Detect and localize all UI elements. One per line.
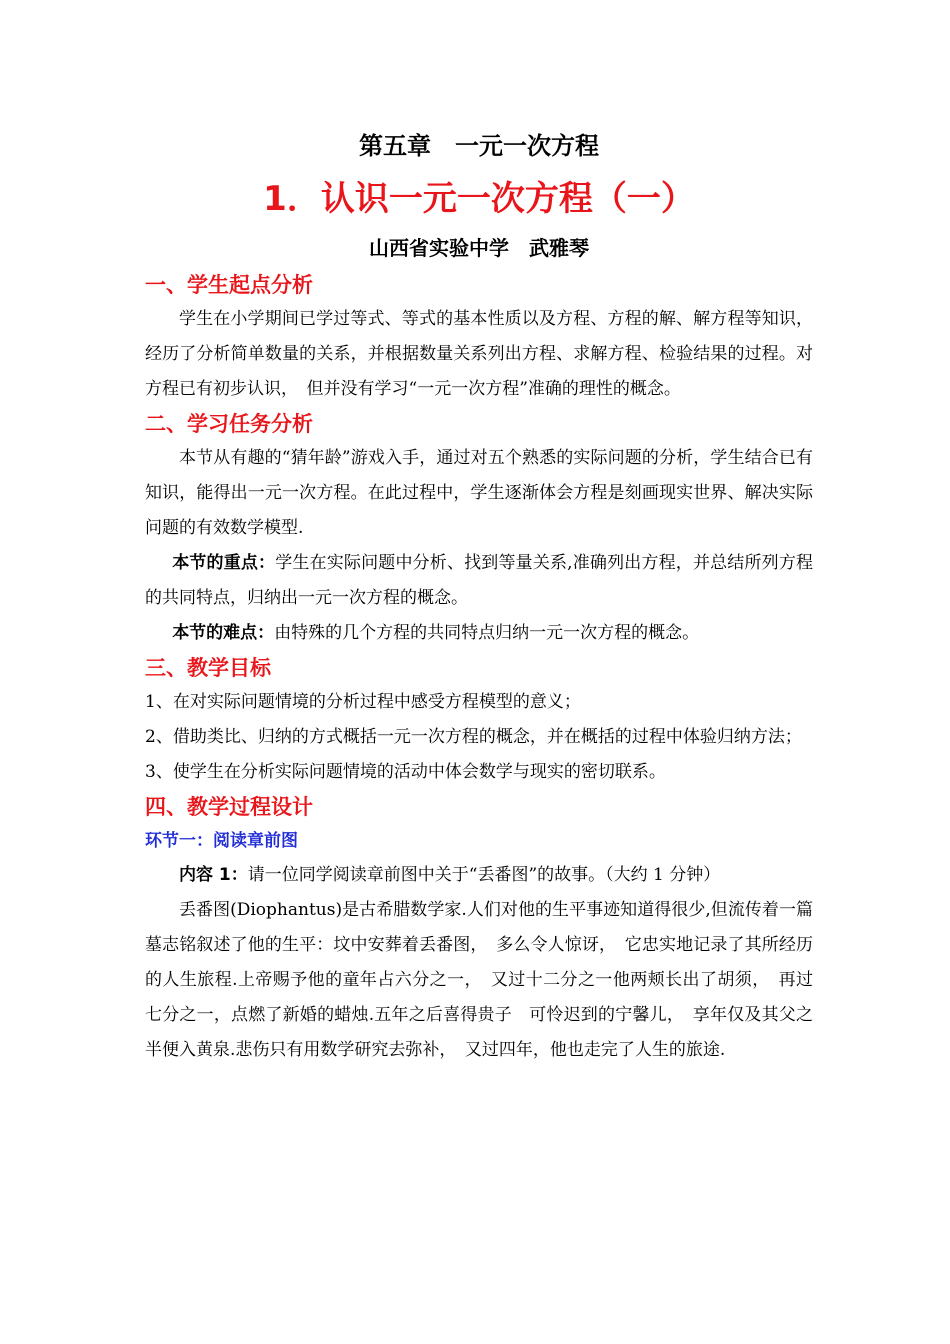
step-one-heading: 环节一：阅读章前图 xyxy=(145,831,298,851)
difficulty-paragraph xyxy=(145,616,813,651)
diophantus-story: 丢番图(Diophantus)是古希腊数学家.人们对他的生平事迹知道得很少,但流传着一篇墓志铭叙述了他的生平：坟中安葬着丢番图， 多么令人惊讶， 它忠实地记录了其所经历的人生旅程.上帝赐予他的童年占六分之一， 又过十二分之一他两颊长出了胡须， 再过七分之一，点燃了新婚的蜡烛.五年之后喜得贵子 可怜迟到的宁馨儿， 享年仅及其父之半便入黄泉.悲伤只有用数学研究去弥补， 又过四年，他也走完了人生的旅途. xyxy=(145,900,813,1060)
section-heading-process-design: 四、教学过程设计 xyxy=(145,795,313,819)
difficulty-label: 本节的难点： xyxy=(172,623,275,643)
section-heading-task-analysis: 二、学习任务分析 xyxy=(145,412,313,436)
key-point-text: 学生在实际问题中分析、找到等量关系,准确列出方程，并总结所列方程的共同特点，归纳出一元一次方程的概念。 xyxy=(145,553,814,608)
section-heading-teaching-goals: 三、教学目标 xyxy=(145,656,271,680)
chapter-title: 第五章 一元一次方程 xyxy=(359,132,599,160)
goal-item: 1、在对实际问题情境的分析过程中感受方程模型的意义； xyxy=(145,692,581,712)
key-point-paragraph xyxy=(145,546,813,616)
student-analysis-text: 学生在小学期间已学过等式、等式的基本性质以及方程、方程的解、解方程等知识，经历了分析简单数量的关系，并根据数量关系列出方程、求解方程、检验结果的过程。对方程已有初步认识， 但并没有学习“一元一次方程”准确的理性的概念。 xyxy=(145,309,813,399)
task-analysis-text: 本节从有趣的“猜年龄”游戏入手，通过对五个熟悉的实际问题的分析，学生结合已有知识，能得出一元一次方程。在此过程中，学生逐渐体会方程是刻画现实世界、解决实际问题的有效数学模型. xyxy=(145,448,813,538)
lesson-title: 1．认识一元一次方程（一） xyxy=(263,179,695,219)
goal-item: 3、使学生在分析实际问题情境的活动中体会数学与现实的密切联系。 xyxy=(145,762,666,782)
content-one-text: 请一位同学阅读章前图中关于“丢番图”的故事。（大约 1 分钟） xyxy=(247,865,721,885)
author-line: 山西省实验中学 武雅琴 xyxy=(369,236,589,260)
document-page xyxy=(145,128,813,1068)
goal-item: 2、借助类比、归纳的方式概括一元一次方程的概念，并在概括的过程中体验归纳方法； xyxy=(145,727,802,747)
content-one-paragraph xyxy=(145,858,813,893)
key-point-label: 本节的重点： xyxy=(172,553,276,573)
difficulty-text: 由特殊的几个方程的共同特点归纳一元一次方程的概念。 xyxy=(274,623,700,643)
section-heading-student-analysis: 一、学生起点分析 xyxy=(145,273,313,297)
content-one-label: 内容 1： xyxy=(179,865,248,885)
